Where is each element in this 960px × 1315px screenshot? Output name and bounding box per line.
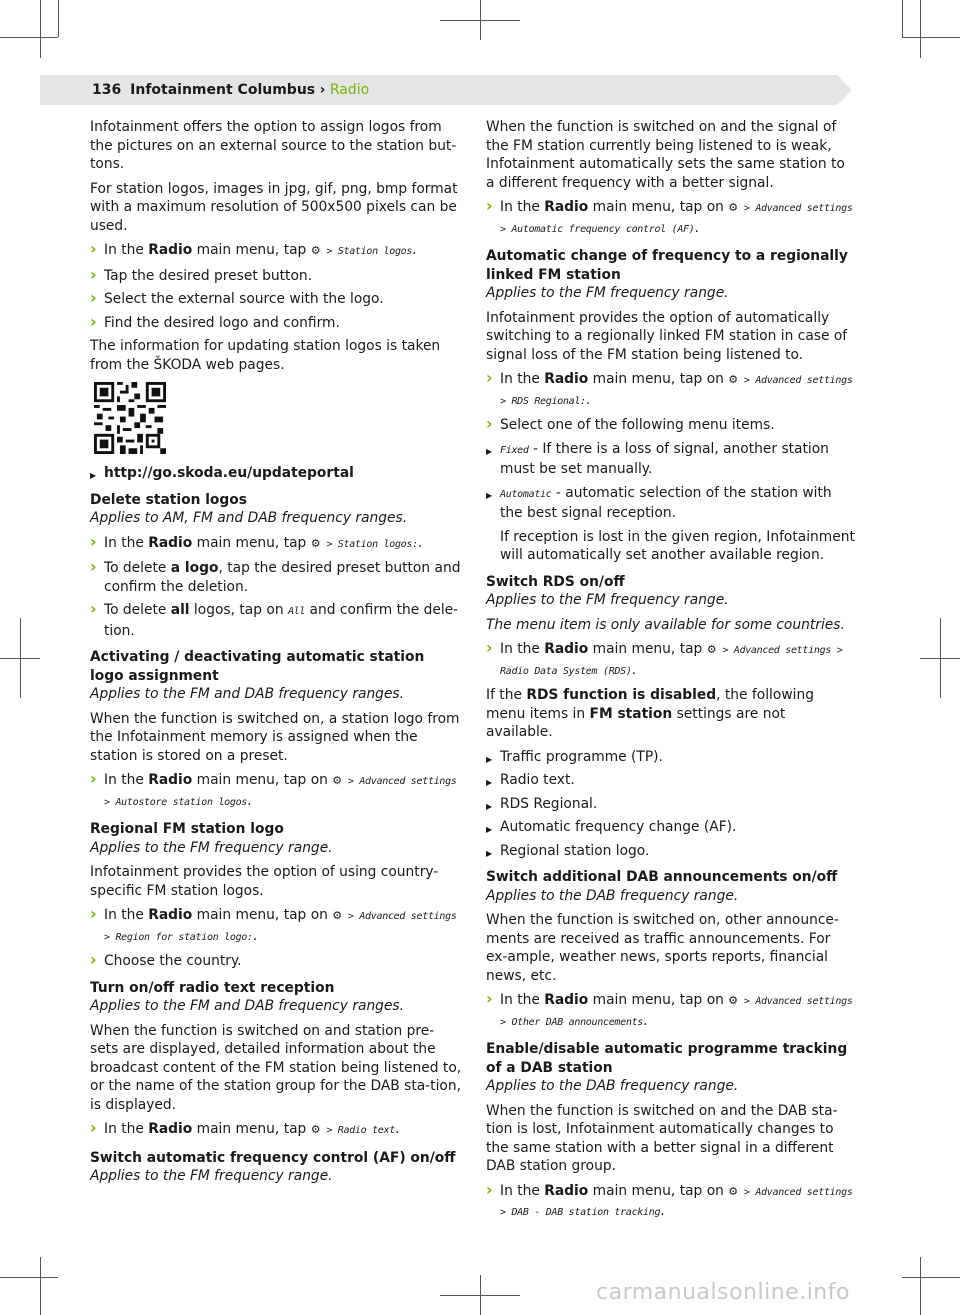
menu-path: > Advanced settings > DAB - DAB station tracking bbox=[500, 1186, 853, 1218]
step-item: › Select the external source with the logo. bbox=[90, 290, 462, 309]
step-item: › In the Radio main menu, tap on ⚙ > Advanced settings > DAB - DAB station tracking. bbox=[486, 1182, 856, 1223]
step-item: › Tap the desired preset button. bbox=[90, 267, 462, 286]
step-item: › Select one of the following menu items. bbox=[486, 416, 856, 435]
menu-path: > Advanced settings > Region for station logo: bbox=[104, 911, 457, 943]
paragraph: Infotainment provides the option of using country-specific FM station logos. bbox=[90, 864, 439, 899]
step-item: › Find the desired logo and confirm. bbox=[90, 314, 462, 333]
breadcrumb-separator: › bbox=[319, 82, 326, 98]
crop-mark bbox=[920, 1257, 921, 1315]
section-subtitle: Applies to the FM and DAB frequency ranges. bbox=[90, 686, 405, 702]
section-heading: Switch RDS on/off bbox=[486, 573, 625, 590]
gear-icon: ⚙ bbox=[310, 1123, 321, 1136]
section-note: The menu item is only available for some countries. bbox=[486, 616, 845, 633]
step-item: › In the Radio main menu, tap ⚙ > Radio text. bbox=[90, 1120, 462, 1141]
section-subtitle: Applies to AM, FM and DAB frequency ranges. bbox=[90, 510, 408, 526]
page-header bbox=[92, 80, 369, 100]
section-heading: Switch additional DAB announcements on/off bbox=[486, 869, 838, 885]
crop-mark bbox=[480, 1275, 481, 1315]
paragraph: When the function is switched on and the DAB sta-tion is lost, Infotainment automatically changes to the same station with a better signal in a different DAB station group. bbox=[486, 1102, 838, 1174]
gear-icon: ⚙ bbox=[310, 244, 321, 257]
crop-mark bbox=[902, 1277, 960, 1278]
paragraph: For station logos, images in jpg, gif, png, bmp format with a maximum resolution of 500x500 pixels can be used. bbox=[90, 180, 458, 234]
crop-mark bbox=[40, 1257, 41, 1315]
section-subtitle: Applies to the FM frequency range. bbox=[486, 592, 729, 608]
menu-path: > Advanced settings > Autostore station logos bbox=[104, 776, 457, 808]
crop-mark bbox=[902, 0, 903, 37]
bullet-item: ▶ Automatic frequency change (AF). bbox=[486, 818, 856, 837]
section-heading: Switch automatic frequency control (AF) on/off bbox=[90, 1149, 456, 1166]
crop-mark bbox=[0, 1277, 58, 1278]
crop-mark bbox=[20, 618, 21, 698]
paragraph: Infotainment offers the option to assign logos from the pictures on an external source to the station but-tons. bbox=[90, 119, 457, 172]
gear-icon: ⚙ bbox=[728, 201, 739, 214]
page-number: 136 bbox=[92, 82, 122, 98]
menu-path: > Advanced settings > Radio Data System (RDS) bbox=[500, 645, 843, 677]
step-item: › In the Radio main menu, tap ⚙ > Station logos. bbox=[90, 241, 462, 262]
section-subtitle: Applies to the FM frequency range. bbox=[90, 839, 333, 856]
crop-mark bbox=[40, 0, 41, 58]
watermark: carmanualsonline.info bbox=[596, 1280, 850, 1305]
step-item: › In the Radio main menu, tap on ⚙ > Advanced settings > Other DAB announcements. bbox=[486, 991, 856, 1032]
bullet-item: ▶ Radio text. bbox=[486, 771, 856, 790]
section-heading: Automatic change of frequency to a regionally linked FM station bbox=[486, 248, 848, 283]
bullet-item: ▶ Automatic - automatic selection of the station with the best signal reception. bbox=[486, 484, 856, 523]
qr-code-image bbox=[94, 382, 166, 454]
crop-mark bbox=[920, 0, 921, 58]
menu-option: Automatic bbox=[500, 488, 552, 500]
gear-icon: ⚙ bbox=[706, 643, 717, 656]
step-item: › To delete all logos, tap on All and confirm the dele-tion. bbox=[90, 601, 462, 640]
section-heading: Activating / deactivating automatic station logo assignment bbox=[90, 649, 425, 684]
gear-icon: ⚙ bbox=[728, 994, 739, 1007]
step-item: › In the Radio main menu, tap ⚙ > Station logos:. bbox=[90, 534, 462, 555]
menu-path: > Station logos bbox=[320, 246, 413, 257]
step-item: › To delete a logo, tap the desired preset button and confirm the deletion. bbox=[90, 559, 462, 596]
right-column bbox=[486, 118, 856, 1228]
bullet-item: ▶ Regional station logo. bbox=[486, 842, 856, 861]
step-item: › In the Radio main menu, tap on ⚙ > Advanced settings > Automatic frequency control (AF). bbox=[486, 198, 856, 239]
section-subtitle: Applies to the DAB frequency range. bbox=[486, 887, 739, 904]
crop-mark bbox=[902, 37, 960, 38]
section-heading: Turn on/off radio text reception bbox=[90, 979, 335, 996]
crop-mark bbox=[940, 618, 941, 698]
chapter-title: Infotainment Columbus bbox=[130, 82, 316, 98]
section-subtitle: Applies to the FM frequency range. bbox=[90, 1168, 333, 1184]
step-item: › Choose the country. bbox=[90, 952, 462, 971]
section-subtitle: Applies to the DAB frequency range. bbox=[486, 1078, 739, 1094]
gear-icon: ⚙ bbox=[332, 774, 343, 787]
paragraph: If the RDS function is disabled, the following menu items in FM station settings are not available. bbox=[486, 687, 814, 740]
step-item: › In the Radio main menu, tap on ⚙ > Advanced settings > Region for station logo:. bbox=[90, 906, 462, 947]
left-column bbox=[90, 118, 462, 1192]
gear-icon: ⚙ bbox=[310, 536, 321, 550]
section-heading: Regional FM station logo bbox=[90, 821, 284, 837]
section-heading: Enable/disable automatic programme tracking of a DAB station bbox=[486, 1041, 848, 1076]
gear-icon: ⚙ bbox=[728, 1184, 739, 1198]
section-subtitle: Applies to the FM frequency range. bbox=[486, 285, 729, 301]
menu-path: > Station logos: bbox=[320, 538, 418, 550]
menu-path: > Advanced settings > RDS Regional: bbox=[500, 375, 853, 407]
bullet-note: If reception is lost in the given region, Infotainment will automatically set another available region. bbox=[500, 528, 855, 563]
bullet-item: ▶ Traffic programme (TP). bbox=[486, 748, 856, 767]
step-item: › In the Radio main menu, tap ⚙ > Advanced settings > Radio Data System (RDS). bbox=[486, 640, 856, 681]
paragraph: When the function is switched on and station pre-sets are displayed, detailed information about the broadcast content of the FM station being listened to, or the name of the station group for the DAB sta-tion, is displayed. bbox=[90, 1022, 462, 1113]
step-item: › In the Radio main menu, tap on ⚙ > Advanced settings > Autostore station logos. bbox=[90, 771, 462, 812]
crop-mark bbox=[58, 0, 59, 37]
paragraph: When the function is switched on and the signal of the FM station currently being listened to is weak, Infotainment automatically sets the same station to a different frequency with a better signal. bbox=[486, 119, 845, 191]
gear-icon: ⚙ bbox=[332, 909, 343, 922]
section-subtitle: Applies to the FM and DAB frequency ranges. bbox=[90, 998, 405, 1014]
paragraph: Infotainment provides the option of automatically switching to a regionally linked FM station in case of signal loss of the FM station being listened to. bbox=[486, 309, 848, 363]
step-item: › In the Radio main menu, tap on ⚙ > Advanced settings > RDS Regional:. bbox=[486, 370, 856, 411]
update-portal-link[interactable]: ▶ http://go.skoda.eu/updateportal bbox=[90, 464, 462, 483]
paragraph: The information for updating station logos is taken from the ŠKODA web pages. bbox=[90, 338, 441, 373]
section-title: Radio bbox=[329, 82, 370, 98]
crop-mark bbox=[480, 0, 481, 40]
menu-path: > Advanced settings > Other DAB announcements bbox=[500, 996, 853, 1028]
menu-path: > Radio text bbox=[320, 1125, 395, 1136]
bullet-item: ▶ Fixed - If there is a loss of signal, another station must be set manually. bbox=[486, 440, 856, 479]
crop-mark bbox=[0, 37, 58, 38]
section-heading: Delete station logos bbox=[90, 491, 247, 508]
paragraph: When the function is switched on, other announce-ments are received as traffic announcements. For ex-ample, weather news, sports reports, financial news, etc. bbox=[486, 912, 839, 984]
paragraph: When the function is switched on, a station logo from the Infotainment memory is assigned when the station is stored on a preset. bbox=[90, 710, 460, 764]
bullet-item: ▶ RDS Regional. bbox=[486, 795, 856, 814]
menu-option: Fixed bbox=[500, 444, 529, 456]
menu-path: All bbox=[287, 606, 306, 617]
gear-icon: ⚙ bbox=[728, 373, 739, 386]
menu-path: > Advanced settings > Automatic frequency control (AF) bbox=[500, 203, 853, 235]
